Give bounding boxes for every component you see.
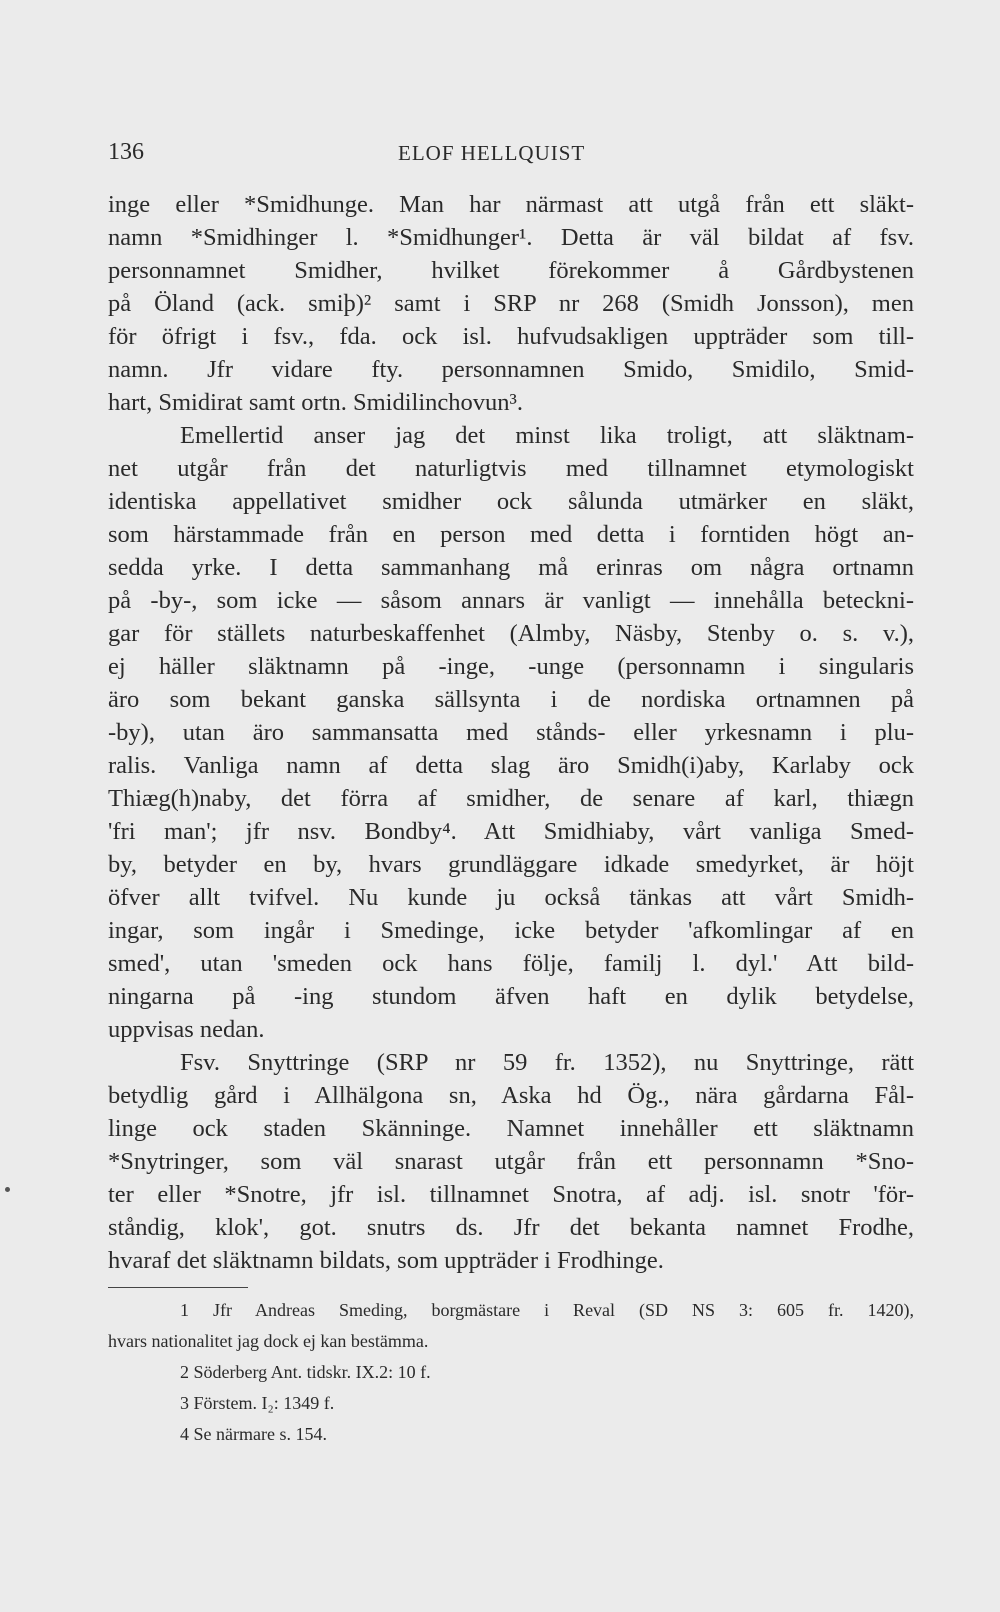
text-line: som härstammade från en person med detta i forntiden högt an- [108, 521, 914, 548]
text-line: ståndig, klok', got. snutrs ds. Jfr det bekanta namnet Frodhe, [108, 1214, 914, 1241]
text-line: ningarna på -ing stundom äfven haft en dylik betydelse, [108, 983, 914, 1010]
text-line: identiska appellativet smidher ock sålunda utmärker en släkt, [108, 488, 914, 515]
text-line: inge eller *Smidhunge. Man har närmast att utgå från ett släkt- [108, 191, 914, 218]
text-line: ter eller *Snotre, jfr isl. tillnamnet Snotra, af adj. isl. snotr 'för- [108, 1181, 914, 1208]
running-head: ELOF HELLQUIST [398, 141, 586, 165]
text-line: linge ock staden Skänninge. Namnet innehåller ett släktnamn [108, 1115, 914, 1142]
text-line: öfver allt tvifvel. Nu kunde ju också tänkas att vårt Smidh- [108, 884, 914, 911]
paragraph [108, 1046, 914, 1277]
paragraph [108, 419, 914, 1046]
text-line: ej häller släktnamn på -inge, -unge (personnamn i singularis [108, 653, 914, 680]
text-line: Emellertid anser jag det minst lika troligt, att släktnam- [180, 422, 914, 449]
text-line: för öfrigt i fsv., fda. ock isl. hufvudsakligen uppträder som till- [108, 323, 914, 350]
page-number: 136 [108, 139, 144, 165]
paragraph [108, 188, 914, 419]
text-line: namn. Jfr vidare fty. personnamnen Smido, Smidilo, Smid- [108, 356, 914, 383]
footnote-rule [108, 1287, 248, 1288]
body-text [108, 188, 914, 1277]
text-line: Thiæg(h)naby, det förra af smidher, de senare af karl, thiægn [108, 785, 914, 812]
text-line: namn *Smidhinger l. *Smidhunger¹. Detta är väl bildat af fsv. [108, 224, 914, 251]
footnote-line: 1 Jfr Andreas Smeding, borgmästare i Reval (SD NS 3: 605 fr. 1420), [180, 1300, 914, 1320]
text-line: by, betyder en by, hvars grundläggare idkade smedyrket, är höjt [108, 851, 914, 878]
text-line: personnamnet Smidher, hvilket förekommer å Gårdbystenen [108, 257, 914, 284]
text-line: 'fri man'; jfr nsv. Bondby⁴. Att Smidhiaby, vårt vanliga Smed- [108, 818, 914, 845]
text-line: uppvisas nedan. [108, 1016, 265, 1043]
text-line: betydlig gård i Allhälgona sn, Aska hd Ög., nära gårdarna Fål- [108, 1082, 914, 1109]
footnote-line: 3 Förstem. I₂: 1349 f. [180, 1393, 335, 1413]
text-line: ingar, som ingår i Smedinge, icke betyder 'afkomlingar af en [108, 917, 914, 944]
text-line: på -by-, som icke — såsom annars är vanligt — innehålla beteckni- [108, 587, 914, 614]
footnote-line: 4 Se närmare s. 154. [180, 1424, 327, 1444]
text-line: ralis. Vanliga namn af detta slag äro Smidh(i)aby, Karlaby ock [108, 752, 914, 779]
footnote-line: 2 Söderberg Ant. tidskr. IX.2: 10 f. [180, 1362, 431, 1382]
text-line: äro som bekant ganska sällsynta i de nordiska ortnamnen på [108, 686, 914, 713]
footnote-line: hvars nationalitet jag dock ej kan bestämma. [108, 1331, 429, 1351]
text-line: Fsv. Snyttringe (SRP nr 59 fr. 1352), nu Snyttringe, rätt [180, 1049, 914, 1076]
text-line: gar för ställets naturbeskaffenhet (Almby, Näsby, Stenby o. s. v.), [108, 620, 914, 647]
text-line: på Öland (ack. smiþ)² samt i SRP nr 268 (Smidh Jonsson), men [108, 290, 914, 317]
footnotes [108, 1295, 914, 1450]
margin-mark [5, 1187, 10, 1192]
text-line: sedda yrke. I detta sammanhang må erinras om några ortnamn [108, 554, 914, 581]
text-line: -by), utan äro sammansatta med stånds- eller yrkesnamn i plu- [108, 719, 914, 746]
text-line: *Snytringer, som väl snarast utgår från ett personnamn *Sno- [108, 1148, 914, 1175]
text-line: hart, Smidirat samt ortn. Smidilinchovun³. [108, 389, 523, 416]
text-line: net utgår från det naturligtvis med tillnamnet etymologiskt [108, 455, 914, 482]
text-line: hvaraf det släktnamn bildats, som uppträder i Frodhinge. [108, 1247, 664, 1274]
text-line: smed', utan 'smeden ock hans följe, familj l. dyl.' Att bild- [108, 950, 914, 977]
